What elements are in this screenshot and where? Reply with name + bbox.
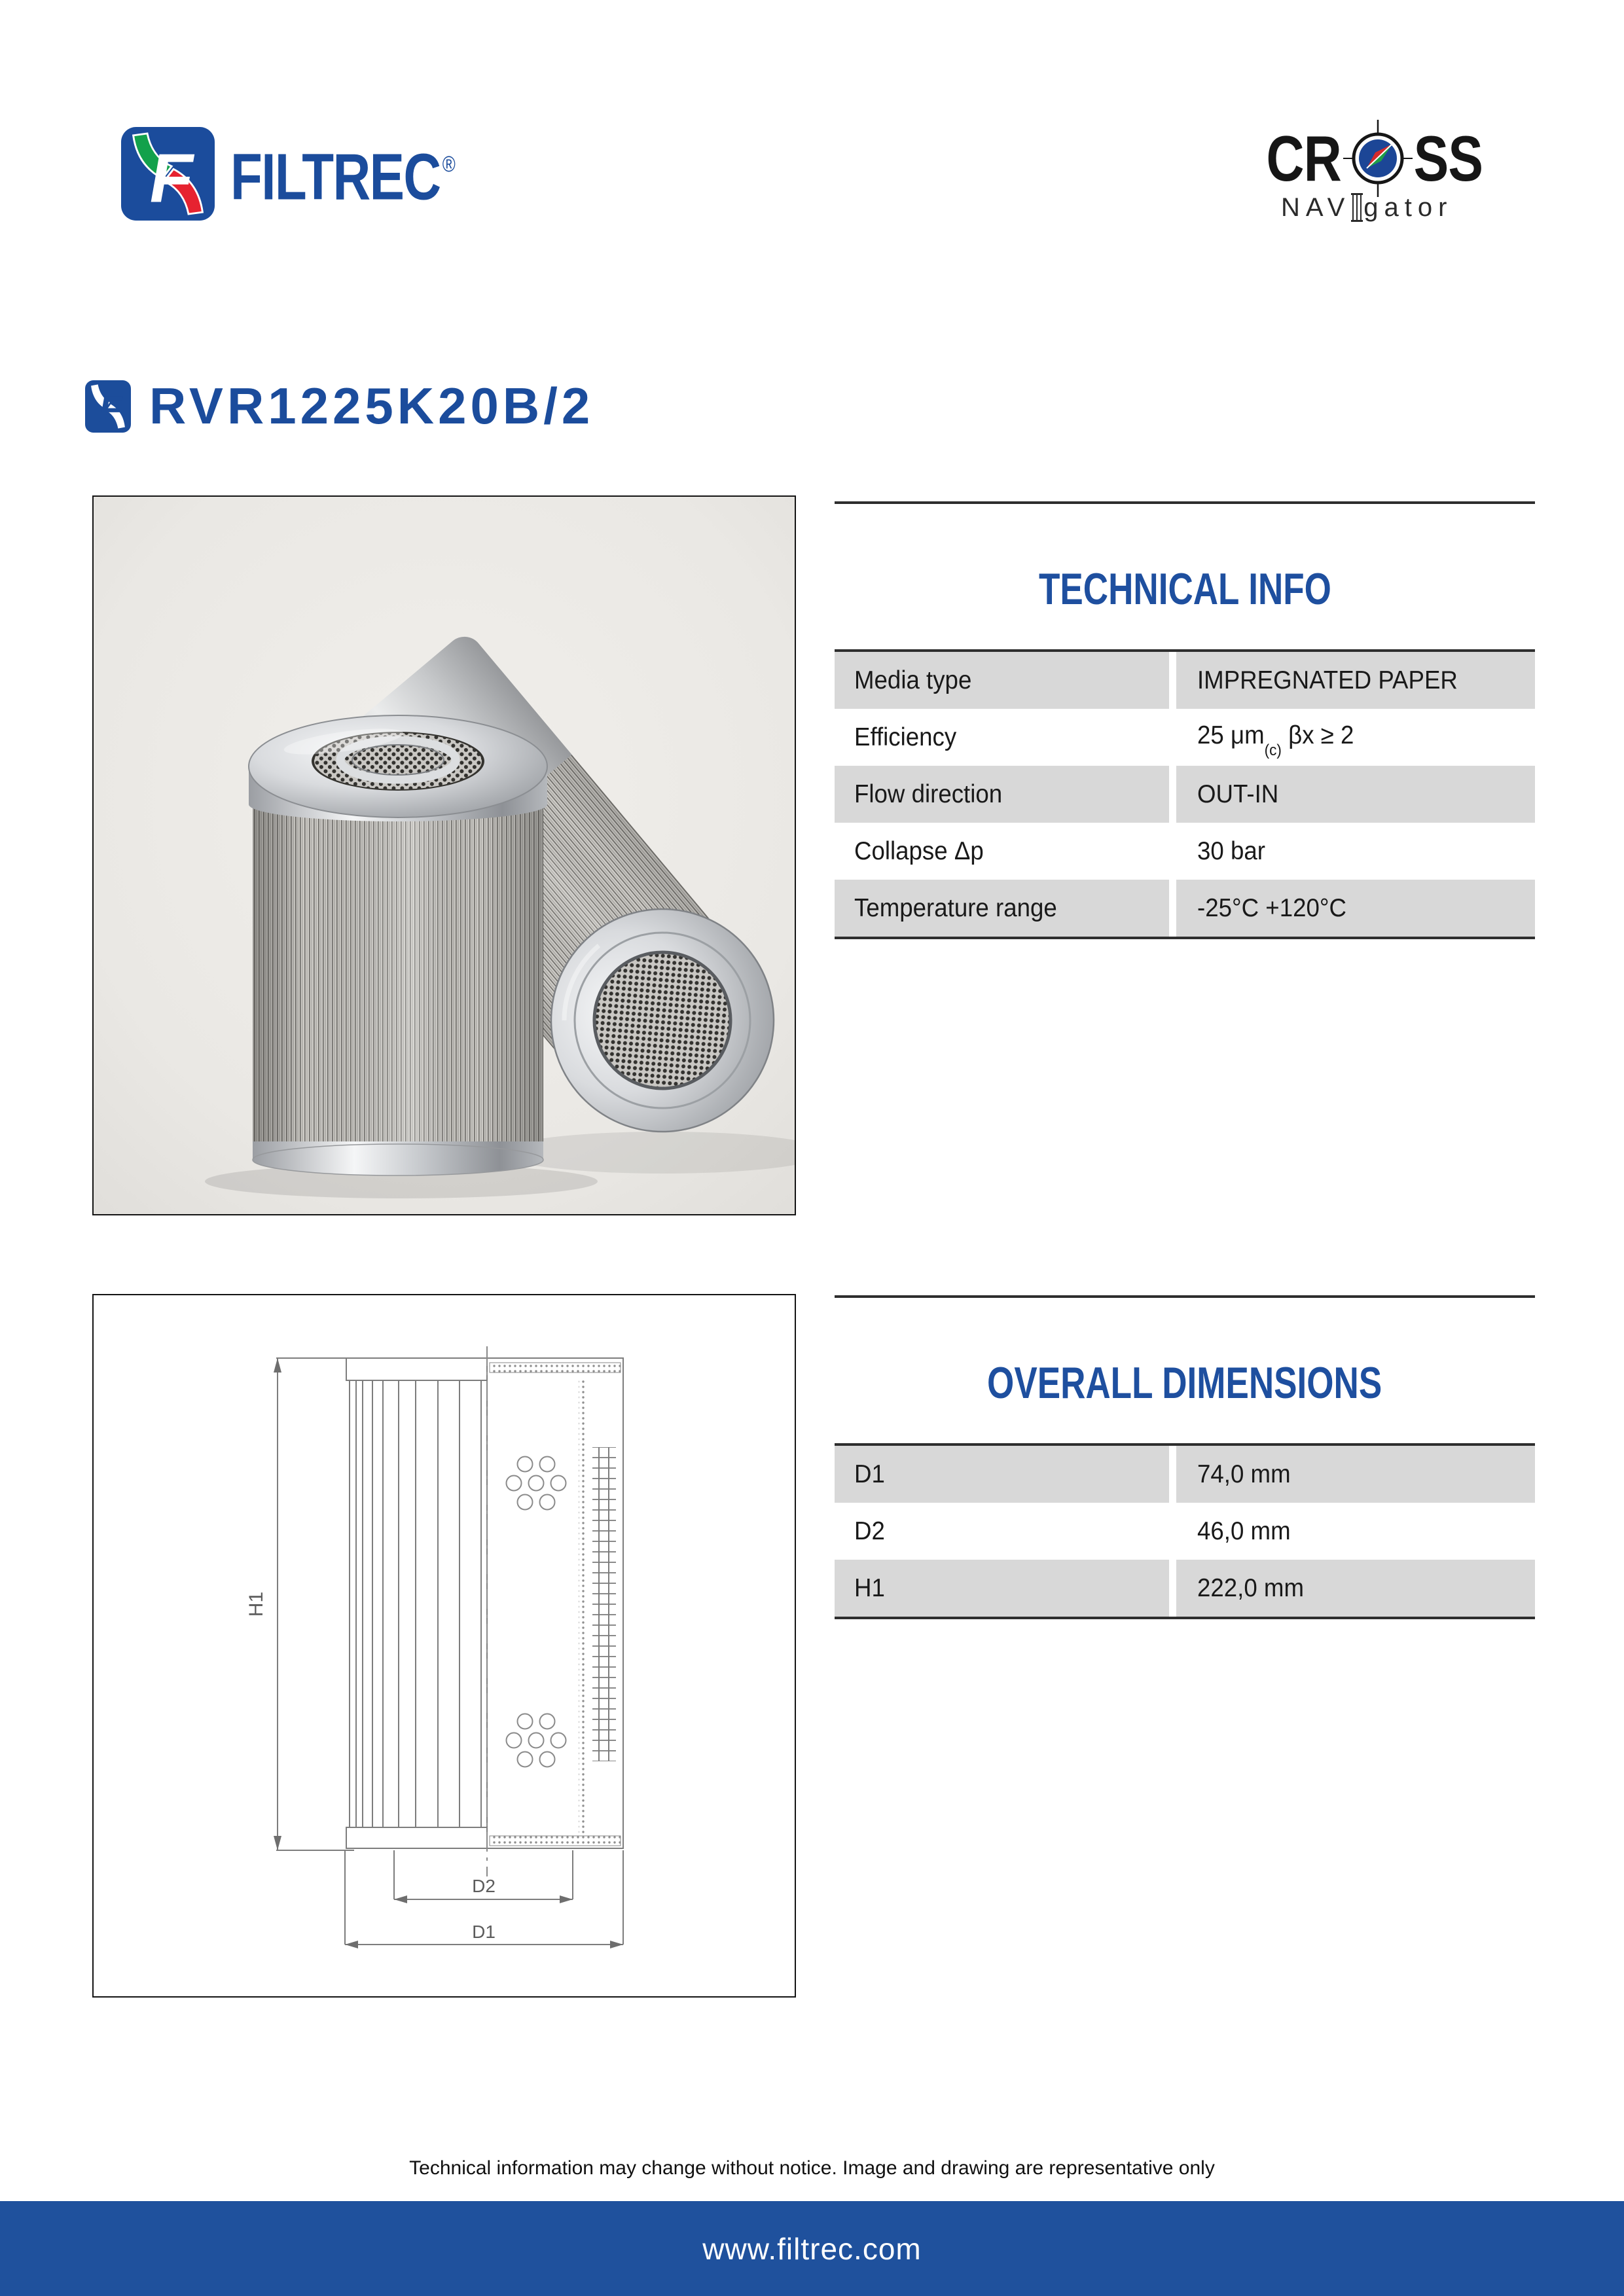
- product-photo: [92, 495, 796, 1215]
- dimension-drawing: [94, 1295, 795, 1996]
- table-row: [835, 709, 1535, 766]
- row-label: Collapse Δp: [854, 836, 984, 865]
- cross-letters-right: SS: [1413, 122, 1483, 194]
- table-row: [835, 880, 1535, 937]
- row-label: H1: [854, 1573, 885, 1602]
- row-label: Media type: [854, 666, 972, 694]
- row-value: 25 $\mu m_{(c)}$ βx ≥ 2: [1197, 721, 1354, 760]
- disclaimer-text: Technical information may change without notice. Image and drawing are representative only: [409, 2157, 1215, 2179]
- upright-filter-element: [249, 715, 547, 1175]
- overall-dimensions-table: [835, 1443, 1535, 1619]
- row-value: OUT-IN: [1197, 780, 1279, 808]
- filtrec-mark-icon: [121, 127, 215, 221]
- row-value: 46,0 mm: [1197, 1516, 1291, 1545]
- row-value: IMPREGNATED PAPER: [1197, 666, 1458, 694]
- registered-mark: ®: [442, 152, 455, 177]
- table-row: [835, 652, 1535, 709]
- technical-info-title: TECHNICAL INFO: [1038, 564, 1331, 614]
- website-link[interactable]: www.filtrec.com: [702, 2231, 922, 2266]
- row-label: D2: [854, 1516, 885, 1545]
- section-divider-dimensions: [835, 1295, 1535, 1298]
- product-title: [85, 376, 594, 436]
- row-label: Flow direction: [854, 780, 1003, 808]
- filtrec-wordmark: FILTREC®: [230, 140, 455, 214]
- table-row: [835, 766, 1535, 823]
- cross-navigator-logo: [1258, 122, 1513, 223]
- row-label: Efficiency: [854, 723, 957, 751]
- column-i-icon: [1350, 192, 1363, 223]
- row-label: D1: [854, 1460, 885, 1488]
- footer-bar: [0, 2201, 1624, 2296]
- row-label: Temperature range: [854, 893, 1057, 922]
- filtrec-logo: [121, 123, 508, 224]
- gator-text: gator: [1363, 192, 1453, 222]
- cross-letters-left: CR: [1266, 122, 1341, 194]
- compass-icon: [1348, 129, 1407, 188]
- dim-label-h1: H1: [245, 1591, 267, 1617]
- row-value: -25°C +120°C: [1197, 893, 1347, 922]
- row-value: 222,0 mm: [1197, 1573, 1305, 1602]
- table-row: [835, 1560, 1535, 1617]
- row-value: 30 bar: [1197, 836, 1265, 865]
- nav-text: NAV: [1281, 192, 1351, 222]
- table-row: [835, 1503, 1535, 1560]
- filter-elements-photo: [94, 497, 795, 1214]
- dim-label-d2: D2: [472, 1876, 496, 1896]
- table-row: [835, 1446, 1535, 1503]
- dim-label-d1: D1: [472, 1922, 496, 1942]
- technical-info-table: [835, 649, 1535, 939]
- section-divider-technical: [835, 501, 1535, 504]
- overall-dimensions-title: OVERALL DIMENSIONS: [987, 1358, 1382, 1408]
- product-code: RVR1225K20B/2: [149, 377, 594, 435]
- technical-drawing: [92, 1294, 796, 1998]
- row-value: 74,0 mm: [1197, 1460, 1291, 1488]
- navigator-row: [1258, 192, 1513, 223]
- table-row: [835, 823, 1535, 880]
- product-code-icon: [85, 380, 131, 433]
- filtrec-monogram: F: [143, 138, 200, 217]
- product-icon-monogram: F: [96, 387, 126, 429]
- cross-wordmark-row: [1258, 122, 1513, 194]
